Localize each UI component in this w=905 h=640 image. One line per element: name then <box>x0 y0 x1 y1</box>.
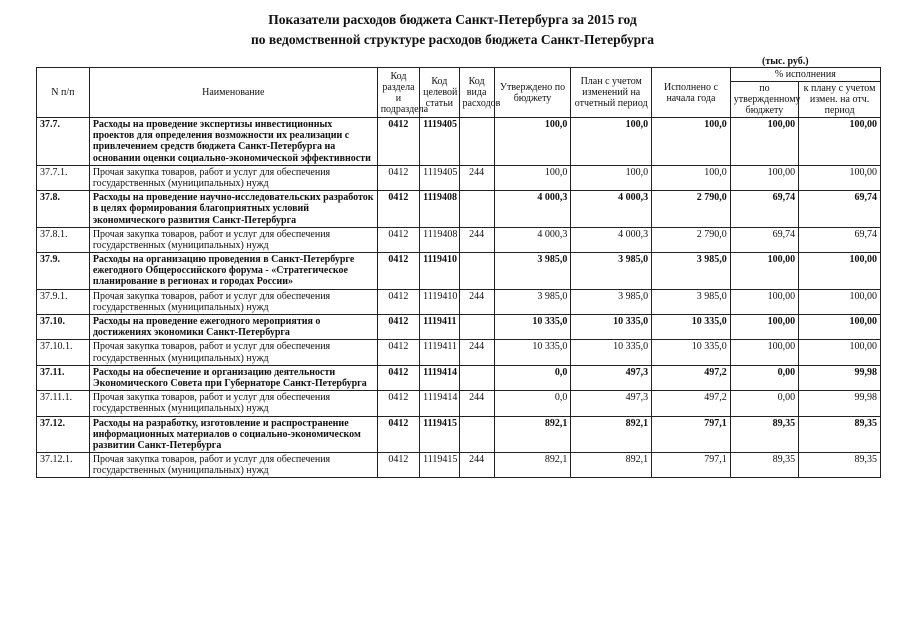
row-approved: 10 335,0 <box>494 315 571 340</box>
row-pct-approved: 100,00 <box>730 289 798 314</box>
row-pct-approved: 89,35 <box>730 416 798 453</box>
row-pct-plan: 100,00 <box>799 289 881 314</box>
row-approved: 4 000,3 <box>494 191 571 228</box>
row-pct-approved: 69,74 <box>730 191 798 228</box>
row-executed: 797,1 <box>652 453 731 478</box>
header-article: Код целевой статьи <box>420 68 459 118</box>
row-pct-approved: 100,00 <box>730 165 798 190</box>
row-executed: 3 985,0 <box>652 253 731 290</box>
row-article-code: 1119408 <box>420 191 459 228</box>
row-pct-approved: 0,00 <box>730 365 798 390</box>
row-approved: 892,1 <box>494 453 571 478</box>
row-number: 37.9. <box>37 253 90 290</box>
row-plan: 497,3 <box>571 391 652 416</box>
row-executed: 797,1 <box>652 416 731 453</box>
row-pct-plan: 100,00 <box>799 118 881 166</box>
header-pct-plan: к плану с учетом измен. на отч. период <box>799 82 881 118</box>
row-type-code: 244 <box>459 227 494 252</box>
row-number: 37.8. <box>37 191 90 228</box>
row-section-code: 0412 <box>377 253 419 290</box>
row-pct-plan: 100,00 <box>799 340 881 365</box>
row-article-code: 1119411 <box>420 315 459 340</box>
row-type-code: 244 <box>459 391 494 416</box>
budget-table <box>36 67 881 478</box>
row-type-code <box>459 315 494 340</box>
row-approved: 4 000,3 <box>494 227 571 252</box>
row-section-code: 0412 <box>377 391 419 416</box>
row-name: Прочая закупка товаров, работ и услуг для обеспечения государственных (муниципальных) нужд <box>89 391 377 416</box>
row-type-code <box>459 365 494 390</box>
row-type-code <box>459 191 494 228</box>
table-row <box>37 416 881 453</box>
table-row <box>37 165 881 190</box>
row-type-code: 244 <box>459 165 494 190</box>
row-number: 37.10. <box>37 315 90 340</box>
row-plan: 100,0 <box>571 118 652 166</box>
row-plan: 3 985,0 <box>571 289 652 314</box>
row-pct-plan: 99,98 <box>799 391 881 416</box>
table-row <box>37 227 881 252</box>
row-pct-approved: 100,00 <box>730 340 798 365</box>
row-executed: 100,0 <box>652 165 731 190</box>
row-plan: 10 335,0 <box>571 315 652 340</box>
row-article-code: 1119408 <box>420 227 459 252</box>
row-type-code <box>459 253 494 290</box>
row-approved: 892,1 <box>494 416 571 453</box>
header-pct-approved: по утвержденному бюджету <box>730 82 798 118</box>
header-executed: Исполнено с начала года <box>652 68 731 118</box>
row-pct-plan: 89,35 <box>799 416 881 453</box>
header-approved: Утверждено по бюджету <box>494 68 571 118</box>
row-plan: 10 335,0 <box>571 340 652 365</box>
units-label: (тыс. руб.) <box>762 56 809 67</box>
row-section-code: 0412 <box>377 165 419 190</box>
row-name: Расходы на проведение экспертизы инвестиционных проектов для определения возможности их реализации с привлечением средств бюджета Санкт-Петербурга на основании оценки социально-экономической эффективности <box>89 118 377 166</box>
row-number: 37.12.1. <box>37 453 90 478</box>
header-pct-group: % исполнения <box>730 68 880 82</box>
row-pct-approved: 100,00 <box>730 118 798 166</box>
row-approved: 3 985,0 <box>494 253 571 290</box>
row-pct-approved: 89,35 <box>730 453 798 478</box>
header-row <box>37 68 881 82</box>
row-plan: 4 000,3 <box>571 227 652 252</box>
row-type-code <box>459 118 494 166</box>
row-name: Расходы на проведение ежегодного мероприятия о достижениях экономики Санкт-Петербурга <box>89 315 377 340</box>
row-name: Расходы на организацию проведения в Санкт-Петербурге ежегодного Общероссийского форума - «Стратегическое планирование в регионах и городах России» <box>89 253 377 290</box>
row-section-code: 0412 <box>377 453 419 478</box>
report-title: Показатели расходов бюджета Санкт-Петербурга за 2015 год <box>268 12 637 27</box>
row-executed: 2 790,0 <box>652 191 731 228</box>
row-plan: 100,0 <box>571 165 652 190</box>
row-executed: 497,2 <box>652 391 731 416</box>
row-approved: 0,0 <box>494 365 571 390</box>
row-section-code: 0412 <box>377 416 419 453</box>
row-type-code: 244 <box>459 453 494 478</box>
header-section: Код раздела и подраздела <box>377 68 419 118</box>
row-approved: 10 335,0 <box>494 340 571 365</box>
row-number: 37.10.1. <box>37 340 90 365</box>
row-section-code: 0412 <box>377 340 419 365</box>
row-pct-plan: 99,98 <box>799 365 881 390</box>
row-name: Расходы на проведение научно-исследовательских разработок в целях формирования благоприятных условий экономического развития Санкт-Петербурга <box>89 191 377 228</box>
table-row <box>37 315 881 340</box>
row-article-code: 1119410 <box>420 289 459 314</box>
row-pct-plan: 100,00 <box>799 253 881 290</box>
row-section-code: 0412 <box>377 289 419 314</box>
table-row <box>37 340 881 365</box>
row-pct-plan: 100,00 <box>799 165 881 190</box>
table-row <box>37 118 881 166</box>
header-name: Наименование <box>89 68 377 118</box>
table-row <box>37 453 881 478</box>
row-approved: 100,0 <box>494 118 571 166</box>
row-pct-approved: 100,00 <box>730 315 798 340</box>
row-section-code: 0412 <box>377 191 419 228</box>
row-article-code: 1119411 <box>420 340 459 365</box>
row-name: Прочая закупка товаров, работ и услуг для обеспечения государственных (муниципальных) нужд <box>89 453 377 478</box>
header-num: N п/п <box>37 68 90 118</box>
row-name: Прочая закупка товаров, работ и услуг для обеспечения государственных (муниципальных) нужд <box>89 165 377 190</box>
table-row <box>37 253 881 290</box>
row-section-code: 0412 <box>377 118 419 166</box>
row-article-code: 1119405 <box>420 165 459 190</box>
row-type-code <box>459 416 494 453</box>
row-section-code: 0412 <box>377 227 419 252</box>
row-name: Прочая закупка товаров, работ и услуг для обеспечения государственных (муниципальных) нужд <box>89 227 377 252</box>
row-pct-plan: 69,74 <box>799 227 881 252</box>
row-executed: 2 790,0 <box>652 227 731 252</box>
row-number: 37.9.1. <box>37 289 90 314</box>
table-row <box>37 191 881 228</box>
row-plan: 497,3 <box>571 365 652 390</box>
row-plan: 3 985,0 <box>571 253 652 290</box>
table-body <box>37 118 881 478</box>
row-number: 37.11. <box>37 365 90 390</box>
row-number: 37.8.1. <box>37 227 90 252</box>
row-name: Расходы на разработку, изготовление и распространение информационных материалов о социально-экономическом развитии Санкт-Петербурга <box>89 416 377 453</box>
row-number: 37.7.1. <box>37 165 90 190</box>
row-pct-plan: 100,00 <box>799 315 881 340</box>
row-article-code: 1119405 <box>420 118 459 166</box>
row-number: 37.7. <box>37 118 90 166</box>
row-article-code: 1119410 <box>420 253 459 290</box>
row-number: 37.12. <box>37 416 90 453</box>
row-plan: 4 000,3 <box>571 191 652 228</box>
row-type-code: 244 <box>459 289 494 314</box>
row-type-code: 244 <box>459 340 494 365</box>
table-row <box>37 289 881 314</box>
row-name: Расходы на обеспечение и организацию деятельности Экономического Совета при Губернаторе Санкт-Петербурга <box>89 365 377 390</box>
row-approved: 3 985,0 <box>494 289 571 314</box>
row-number: 37.11.1. <box>37 391 90 416</box>
row-approved: 100,0 <box>494 165 571 190</box>
row-executed: 497,2 <box>652 365 731 390</box>
row-executed: 10 335,0 <box>652 315 731 340</box>
row-article-code: 1119415 <box>420 453 459 478</box>
table-row <box>37 391 881 416</box>
row-pct-approved: 100,00 <box>730 253 798 290</box>
row-executed: 100,0 <box>652 118 731 166</box>
row-pct-approved: 0,00 <box>730 391 798 416</box>
report-subtitle: по ведомственной структуре расходов бюджета Санкт-Петербурга <box>250 32 655 47</box>
row-article-code: 1119414 <box>420 391 459 416</box>
row-pct-plan: 69,74 <box>799 191 881 228</box>
row-name: Прочая закупка товаров, работ и услуг для обеспечения государственных (муниципальных) нужд <box>89 289 377 314</box>
header-plan: План с учетом изменений на отчетный период <box>571 68 652 118</box>
row-approved: 0,0 <box>494 391 571 416</box>
row-section-code: 0412 <box>377 365 419 390</box>
header-type: Код вида расходов <box>459 68 494 118</box>
row-name: Прочая закупка товаров, работ и услуг для обеспечения государственных (муниципальных) нужд <box>89 340 377 365</box>
table-row <box>37 365 881 390</box>
row-executed: 10 335,0 <box>652 340 731 365</box>
row-plan: 892,1 <box>571 453 652 478</box>
row-section-code: 0412 <box>377 315 419 340</box>
row-executed: 3 985,0 <box>652 289 731 314</box>
row-pct-plan: 89,35 <box>799 453 881 478</box>
row-pct-approved: 69,74 <box>730 227 798 252</box>
row-plan: 892,1 <box>571 416 652 453</box>
row-article-code: 1119414 <box>420 365 459 390</box>
row-article-code: 1119415 <box>420 416 459 453</box>
